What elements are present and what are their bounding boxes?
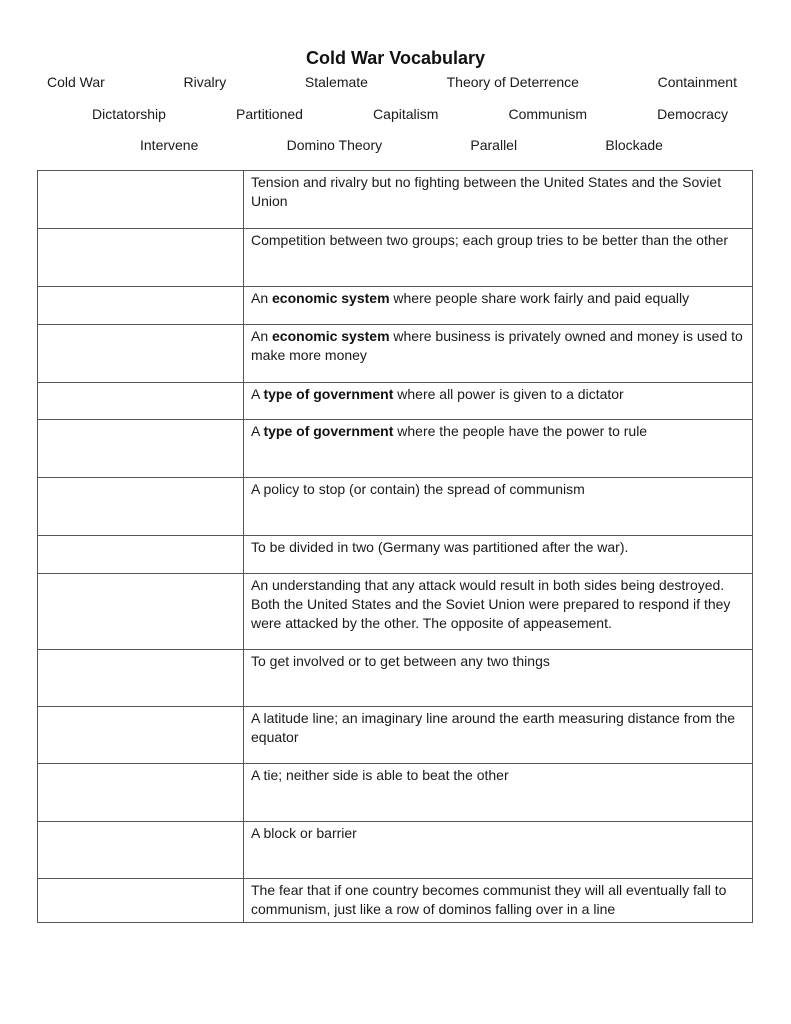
definition-cell [244,478,753,536]
word-bank-term: Stalemate [304,74,368,90]
term-answer-cell [38,478,244,536]
definition-bold-phrase: economic system [272,290,390,306]
definition-cell [244,536,753,574]
definition-cell [244,650,753,707]
vocab-table [37,170,753,923]
definition-cell [244,822,753,879]
definition-text: To get involved or to get between any two things [251,653,550,669]
word-bank-row [0,106,791,123]
word-bank-term: Democracy [657,106,728,122]
word-bank [0,74,791,154]
definition-cell [244,171,753,229]
definition-bold-phrase: economic system [272,328,390,344]
definition-text: The fear that if one country becomes communist they will all eventually fall to communism, just like a row of dominos falling over in a line [251,882,727,917]
word-bank-term: Theory of Deterrence [446,74,579,90]
term-answer-cell [38,650,244,707]
vocab-row [38,325,753,383]
vocab-row [38,171,753,229]
definition-cell [244,383,753,420]
term-answer-cell [38,822,244,879]
vocab-row [38,536,753,574]
word-bank-term: Domino Theory [286,137,383,153]
vocab-row [38,478,753,536]
term-answer-cell [38,879,244,923]
vocab-row [38,879,753,923]
word-bank-term: Parallel [470,137,518,153]
definition-text: where business is privately owned and money is used to make more money [251,328,743,363]
vocab-row [38,229,753,287]
vocab-row [38,287,753,325]
definition-cell [244,707,753,764]
definition-text: A [251,386,264,402]
term-answer-cell [38,325,244,383]
word-bank-row [0,74,791,91]
definition-text: An [251,290,273,306]
definition-bold-phrase: type of government [263,386,394,402]
term-answer-cell [38,536,244,574]
definition-text: A block or barrier [251,825,357,841]
definition-text: where the people have the power to rule [393,423,648,439]
definition-text: Competition between two groups; each group tries to be better than the other [251,232,729,248]
definition-cell [244,229,753,287]
word-bank-term: Containment [657,74,737,90]
vocab-row [38,707,753,764]
definition-text: To be divided in two (Germany was partitioned after the war). [251,539,629,555]
definition-text: A tie; neither side is able to beat the other [251,767,509,783]
vocab-row [38,420,753,478]
term-answer-cell [38,707,244,764]
vocab-row [38,822,753,879]
definition-cell [244,879,753,923]
vocab-row [38,574,753,650]
definition-text: A policy to stop (or contain) the spread of communism [251,481,585,497]
term-answer-cell [38,764,244,822]
definition-bold-phrase: type of government [263,423,394,439]
page-title: Cold War Vocabulary [305,48,486,68]
term-answer-cell [38,420,244,478]
definition-cell [244,574,753,650]
definition-text: A latitude line; an imaginary line around the earth measuring distance from the equator [251,710,736,745]
word-bank-row [0,137,791,154]
definition-text: where people share work fairly and paid equally [389,290,690,306]
vocab-row [38,383,753,420]
term-answer-cell [38,574,244,650]
definition-cell [244,764,753,822]
word-bank-term: Blockade [605,137,663,153]
definition-cell [244,420,753,478]
definition-text: An [251,328,273,344]
definition-text: Tension and rivalry but no fighting between the United States and the Soviet Union [251,174,722,209]
term-answer-cell [38,171,244,229]
term-answer-cell [38,383,244,420]
word-bank-term: Communism [508,106,588,122]
word-bank-term: Cold War [47,74,105,90]
vocab-table-body [38,171,753,923]
definition-text: A [251,423,264,439]
word-bank-term: Partitioned [236,106,303,122]
word-bank-term: Intervene [140,137,199,153]
word-bank-term: Capitalism [373,106,439,122]
definition-cell [244,325,753,383]
word-bank-term: Rivalry [183,74,227,90]
vocab-row [38,764,753,822]
word-bank-term: Dictatorship [92,106,166,122]
definition-text: An understanding that any attack would result in both sides being destroyed. Both the United States and the Soviet Union were prepared to respond if they were attacked by the other. The opposite of appeasement. [251,577,731,631]
definition-cell [244,287,753,325]
definition-text: where all power is given to a dictator [393,386,624,402]
term-answer-cell [38,287,244,325]
vocab-row [38,650,753,707]
term-answer-cell [38,229,244,287]
